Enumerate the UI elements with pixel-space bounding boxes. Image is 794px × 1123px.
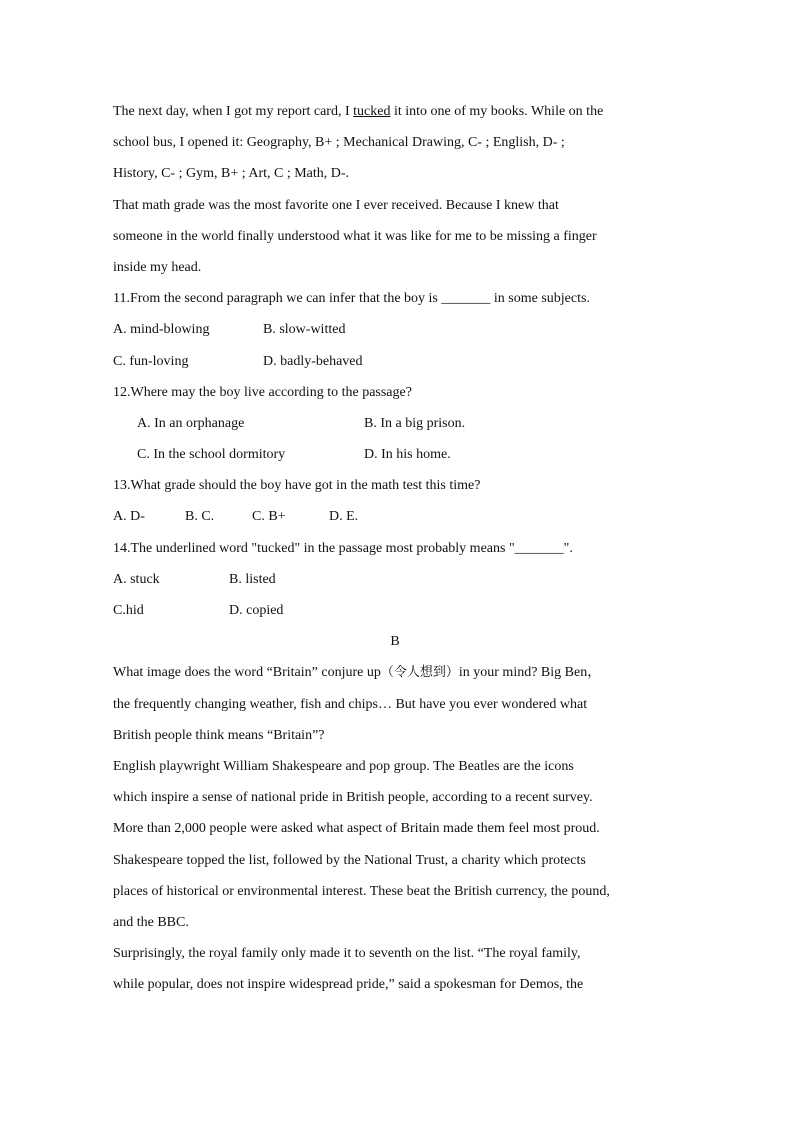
answer-option: B. C. (185, 509, 215, 525)
passage-text: in your mind? Big Ben， (458, 665, 602, 681)
passage-line: Surprisingly, the royal family only made it to seventh on the list. “The royal family, (113, 946, 581, 962)
passage-line: school bus, I opened it: Geography, B+ ; Mechanical Drawing, C- ; English, D- ; (113, 135, 565, 151)
passage-line: Shakespeare topped the list, followed by the National Trust, a charity which protects (113, 852, 586, 868)
answer-option: C. B+ (252, 509, 286, 525)
question-options-row (113, 314, 693, 345)
question-options-row (113, 346, 693, 377)
question-options-row (113, 501, 693, 532)
answer-option: B. listed (229, 571, 276, 587)
passage-line: British people think means “Britain”? (113, 727, 325, 743)
question-stem: 13.What grade should the boy have got in the math test this time? (113, 478, 481, 494)
passage-line (113, 657, 693, 688)
passage-line: More than 2,000 people were asked what aspect of Britain made them feel most proud. (113, 821, 600, 837)
document-page (113, 96, 693, 1000)
question-options-row (113, 439, 693, 470)
answer-option: A. stuck (113, 571, 160, 587)
passage-line: which inspire a sense of national pride in British people, according to a recent survey. (113, 790, 593, 806)
passage-line: History, C- ; Gym, B+ ; Art, C ; Math, D-. (113, 166, 350, 182)
underlined-word: tucked (353, 104, 391, 119)
answer-option: A. In an orphanage (137, 415, 245, 431)
question-stem: 14.The underlined word "tucked" in the passage most probably means "_______". (113, 540, 573, 556)
answer-option: B. In a big prison. (364, 415, 466, 431)
passage-line: someone in the world finally understood what it was like for me to be missing a finger (113, 228, 597, 244)
chinese-gloss: （令人想到） (380, 665, 459, 681)
answer-option: D. copied (229, 603, 284, 618)
passage-line: That math grade was the most favorite one I ever received. Because I knew that (113, 197, 559, 213)
answer-option: D. E. (329, 509, 359, 525)
passage-line (113, 96, 693, 127)
question-stem: 11.From the second paragraph we can infer that the boy is _______ in some subjects. (113, 291, 590, 307)
question-options-row (113, 595, 693, 626)
passage-line: the frequently changing weather, fish and chips… But have you ever wondered what (113, 696, 588, 712)
answer-option: B. slow-witted (263, 322, 346, 338)
passage-line: and the BBC. (113, 914, 189, 930)
question-options-row (113, 408, 693, 439)
answer-option: A. mind-blowing (113, 322, 210, 338)
section-heading: B (390, 634, 400, 650)
passage-text: The next day, when I got my report card, I (113, 104, 354, 119)
passage-line: inside my head. (113, 259, 202, 275)
passage-line: while popular, does not inspire widespread pride,” said a spokesman for Demos, the (113, 977, 584, 993)
passage-text: it into one of my books. While on the (390, 104, 604, 119)
question-stem: 12.Where may the boy live according to the passage? (113, 384, 412, 400)
answer-option: C.hid (113, 603, 144, 618)
passage-line: English playwright William Shakespeare and pop group. The Beatles are the icons (113, 758, 574, 774)
answer-option: A. D- (113, 509, 145, 525)
answer-option: D. In his home. (364, 447, 451, 463)
answer-option: C. In the school dormitory (137, 447, 286, 463)
passage-text: What image does the word “Britain” conjure up (113, 665, 381, 681)
question-options-row (113, 564, 693, 595)
answer-option: D. badly-behaved (263, 353, 363, 369)
passage-line: places of historical or environmental interest. These beat the British currency, the pound, (113, 883, 610, 899)
answer-option: C. fun-loving (113, 353, 189, 369)
